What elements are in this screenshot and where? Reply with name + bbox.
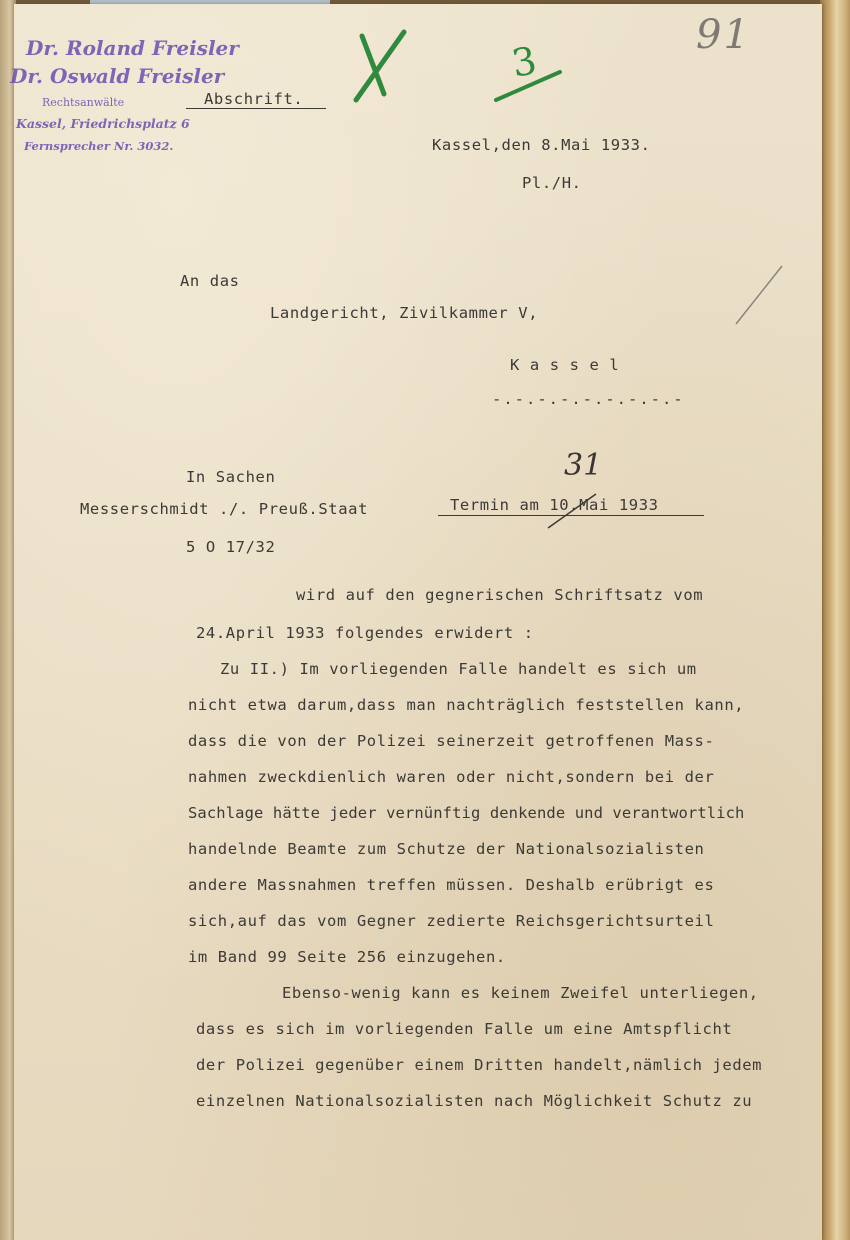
green-cross-mark xyxy=(344,24,454,114)
body-line-9: andere Massnahmen treffen müssen. Deshalb erübrigt es xyxy=(188,876,715,894)
court-name: Landgericht, Zivilkammer V, xyxy=(270,304,539,322)
case-parties: Messerschmidt ./. Preuß.Staat xyxy=(80,500,369,518)
body-line-5: dass die von der Polizei seinerzeit getroffenen Mass- xyxy=(188,732,715,750)
body-line-10: sich,auf das vom Gegner zedierte Reichsgerichtsurteil xyxy=(188,912,715,930)
copy-label-underline xyxy=(186,108,326,109)
date-correction: 31 xyxy=(564,448,603,483)
hearing-date: Termin am 10.Mai 1933 xyxy=(450,496,659,514)
body-line-3: Zu II.) Im vorliegenden Falle handelt es sich um xyxy=(220,660,697,678)
case-intro: In Sachen xyxy=(186,468,276,486)
body-line-14: der Polizei gegenüber einem Dritten handelt,nämlich jedem xyxy=(196,1056,763,1074)
body-line-2: 24.April 1933 folgendes erwidert : xyxy=(196,624,534,642)
green-number-mark: 3 xyxy=(508,38,540,86)
stamp-line-3: Rechtsanwälte xyxy=(42,96,125,109)
stamp-line-5: Fernsprecher Nr. 3032. xyxy=(24,139,174,153)
address-separator: -.-.-.-.-.-.-.-.- xyxy=(492,390,685,408)
court-city: K a s s e l xyxy=(510,356,620,374)
body-line-12: Ebenso-wenig kann es keinem Zweifel unterliegen, xyxy=(282,984,759,1002)
reference-code: Pl./H. xyxy=(522,174,582,192)
body-line-8: handelnde Beamte zum Schutze der Nationalsozialisten xyxy=(188,840,705,858)
stamp-line-1: Dr. Roland Freisler xyxy=(26,36,239,60)
stamp-line-2: Dr. Oswald Freisler xyxy=(10,64,225,88)
body-line-6: nahmen zweckdienlich waren oder nicht,sondern bei der xyxy=(188,768,715,786)
pencil-stroke xyxy=(730,262,790,332)
copy-label: Abschrift. xyxy=(204,90,304,108)
stamp-line-4: Kassel, Friedrichsplatz 6 xyxy=(16,116,190,131)
right-page-edge xyxy=(820,0,850,1240)
body-line-11: im Band 99 Seite 256 einzugehen. xyxy=(188,948,506,966)
file-number: 5 O 17/32 xyxy=(186,538,276,556)
page-number: 91 xyxy=(696,12,751,58)
place-date: Kassel,den 8.Mai 1933. xyxy=(432,136,651,154)
salutation: An das xyxy=(180,272,240,290)
hearing-date-strike xyxy=(542,488,602,534)
body-line-7: Sachlage hätte jeder vernünftig denkende und verantwortlich xyxy=(188,804,745,822)
body-line-4: nicht etwa darum,dass man nachträglich feststellen kann, xyxy=(188,696,745,714)
body-line-13: dass es sich im vorliegenden Falle um eine Amtspflicht xyxy=(196,1020,733,1038)
body-line-1: wird auf den gegnerischen Schriftsatz vom xyxy=(296,586,704,604)
green-underline-mark xyxy=(492,66,572,106)
body-line-15: einzelnen Nationalsozialisten nach Möglichkeit Schutz zu xyxy=(196,1092,753,1110)
document-page xyxy=(10,4,822,1240)
